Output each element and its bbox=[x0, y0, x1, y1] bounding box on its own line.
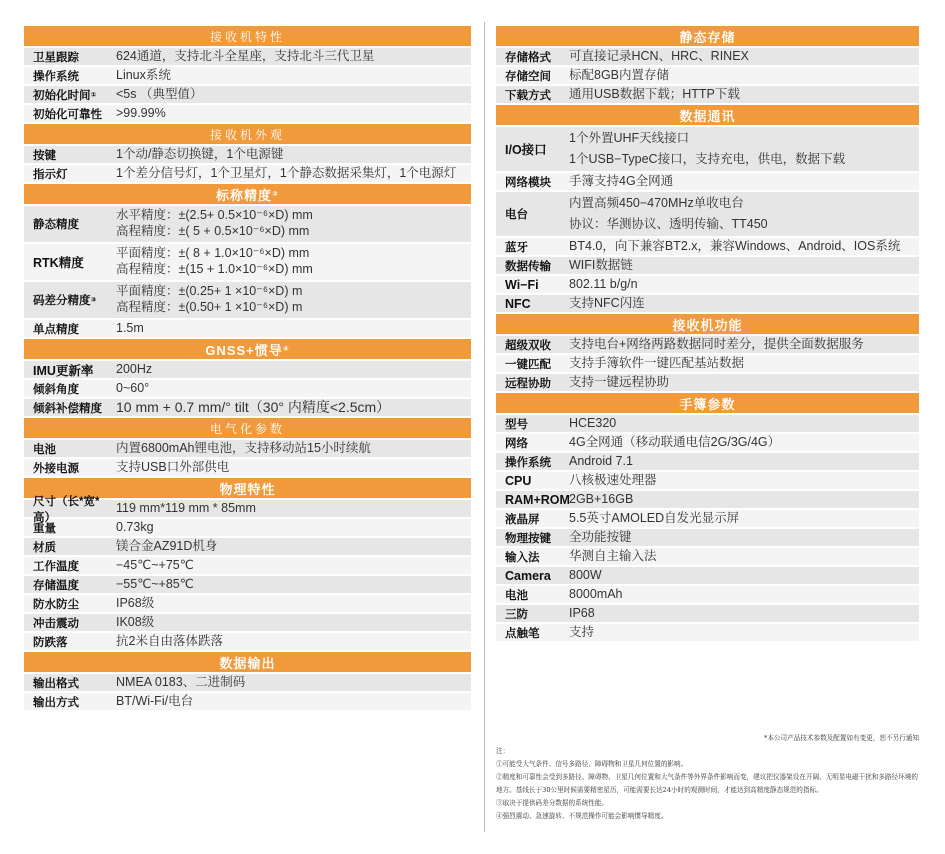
spec-label-text: 冲击震动 bbox=[33, 617, 79, 630]
spec-value-line: 5.5英寸AMOLED自发光显示屏 bbox=[569, 510, 740, 525]
spec-value bbox=[569, 453, 919, 470]
section-header bbox=[496, 393, 919, 415]
spec-row bbox=[24, 459, 471, 478]
spec-label-text: 网络 bbox=[505, 437, 528, 450]
spec-value-line: Android 7.1 bbox=[569, 453, 633, 468]
spec-label-text: 防跌落 bbox=[33, 636, 68, 649]
spec-row bbox=[496, 276, 919, 295]
spec-label-text: 初始化可靠性 bbox=[33, 108, 102, 121]
spec-label-text: IMU更新率 bbox=[33, 363, 94, 378]
spec-value-line: 手簿支持4G全网通 bbox=[569, 173, 674, 188]
spec-label-text: 电池 bbox=[33, 443, 56, 456]
spec-value-line: 1个动/静态切换键，1个电源键 bbox=[116, 146, 284, 161]
spec-label bbox=[496, 548, 569, 565]
section-title: GNSS+惯导 bbox=[205, 342, 283, 358]
spec-row bbox=[24, 693, 471, 712]
section-header bbox=[496, 105, 919, 127]
spec-value-line: 八核极速处理器 bbox=[569, 472, 657, 487]
spec-value bbox=[569, 67, 919, 84]
spec-value bbox=[569, 276, 919, 293]
spec-row bbox=[496, 434, 919, 453]
spec-label-text: 一键匹配 bbox=[505, 358, 551, 371]
spec-value bbox=[569, 336, 919, 353]
section-header bbox=[24, 339, 471, 361]
spec-label bbox=[24, 165, 116, 182]
spec-value bbox=[569, 529, 919, 546]
spec-label-text: 存储空间 bbox=[505, 70, 551, 83]
spec-value-line: 1个差分信号灯，1个卫星灯，1个静态数据采集灯，1个电源灯 bbox=[116, 165, 457, 180]
spec-row bbox=[496, 48, 919, 67]
spec-label bbox=[496, 624, 569, 641]
section-header bbox=[24, 652, 471, 674]
spec-row bbox=[496, 86, 919, 105]
footnote-marker: ④ bbox=[282, 346, 290, 353]
spec-value-line: 1个外置UHF天线接口 bbox=[569, 130, 690, 145]
spec-label bbox=[496, 453, 569, 470]
spec-value bbox=[569, 567, 919, 584]
spec-label-text: 指示灯 bbox=[33, 168, 68, 181]
spec-row bbox=[496, 127, 919, 173]
spec-label bbox=[24, 538, 116, 555]
spec-row bbox=[24, 105, 471, 124]
spec-label-text: 码差分精度 bbox=[33, 295, 91, 307]
spec-value bbox=[569, 295, 919, 312]
spec-label bbox=[24, 693, 116, 710]
spec-label-text: 材质 bbox=[33, 541, 56, 554]
spec-value-line: 内置6800mAh锂电池，支持移动站15小时续航 bbox=[116, 440, 371, 455]
spec-label-text: 倾斜角度 bbox=[33, 383, 79, 396]
spec-value bbox=[116, 361, 471, 378]
spec-label-text: 静态精度 bbox=[33, 219, 79, 231]
spec-row bbox=[496, 295, 919, 314]
spec-row bbox=[24, 146, 471, 165]
spec-value bbox=[569, 548, 919, 565]
spec-label bbox=[496, 257, 569, 274]
spec-value-line: −45℃~+75℃ bbox=[116, 557, 194, 572]
spec-label bbox=[24, 399, 116, 416]
spec-row bbox=[24, 595, 471, 614]
section-title: 数据通讯 bbox=[679, 108, 736, 124]
note-1: ①可能受大气条件、信号多路径、障碍物和卫星几何位置的影响。 bbox=[496, 760, 688, 768]
spec-value bbox=[569, 510, 919, 527]
spec-row bbox=[496, 529, 919, 548]
spec-value bbox=[116, 206, 471, 242]
spec-label bbox=[24, 48, 116, 65]
spec-row bbox=[496, 374, 919, 393]
spec-value-line: 800W bbox=[569, 567, 602, 582]
spec-value bbox=[569, 415, 919, 432]
column-divider bbox=[484, 22, 485, 832]
spec-value-line: 标配8GB内置存储 bbox=[569, 67, 670, 82]
spec-value bbox=[116, 674, 471, 691]
spec-value-line: 10 mm + 0.7 mm/° tilt（30° 内精度<2.5cm） bbox=[116, 398, 391, 415]
spec-label bbox=[496, 67, 569, 84]
spec-row bbox=[496, 548, 919, 567]
spec-value-line: 协议：华测协议、透明传输、TT450 bbox=[569, 217, 768, 231]
spec-value-line: NMEA 0183、二进制码 bbox=[116, 674, 246, 689]
spec-row bbox=[496, 238, 919, 257]
spec-label-text: 超级双收 bbox=[505, 339, 551, 352]
note-2: ②精度和可靠性会受到多路径、障碍物、卫星几何位置和大气条件等外界条件影响而变，建议把仪器架设在开阔、无明显电磁干扰和多路径环境的地方。基线长于30公里时候需要精密星历，可能需要长达24小时的观测时间，才能达到高精度静态规范的指标。 bbox=[496, 773, 918, 794]
spec-label bbox=[24, 244, 116, 280]
spec-label-text: 远程协助 bbox=[505, 377, 551, 390]
spec-label bbox=[496, 586, 569, 603]
spec-row bbox=[496, 472, 919, 491]
spec-value bbox=[116, 282, 471, 318]
spec-label-text: 按键 bbox=[33, 149, 56, 162]
spec-row bbox=[24, 282, 471, 320]
spec-row bbox=[24, 361, 471, 380]
spec-label-text: 蓝牙 bbox=[505, 241, 528, 254]
spec-value-line: WIFI数据链 bbox=[569, 257, 633, 272]
spec-label-text: 型号 bbox=[505, 418, 528, 431]
spec-label bbox=[24, 557, 116, 574]
section-header bbox=[496, 314, 919, 336]
spec-value bbox=[569, 491, 919, 508]
spec-value bbox=[116, 538, 471, 555]
spec-value-line: >99.99% bbox=[116, 105, 166, 120]
spec-label bbox=[496, 374, 569, 391]
spec-label bbox=[496, 355, 569, 372]
spec-label bbox=[496, 529, 569, 546]
spec-value bbox=[116, 105, 471, 122]
spec-value-line: BT4.0，向下兼容BT2.x，兼容Windows、Android、IOS系统 bbox=[569, 238, 901, 253]
spec-value-line: 平面精度：±( 8 + 1.0×10⁻⁶×D) mm bbox=[116, 246, 310, 261]
spec-value bbox=[116, 595, 471, 612]
spec-label bbox=[496, 276, 569, 293]
spec-label bbox=[24, 105, 116, 122]
spec-row bbox=[24, 576, 471, 595]
spec-label bbox=[24, 440, 116, 457]
spec-value-line: 802.11 b/g/n bbox=[569, 276, 638, 291]
spec-label bbox=[24, 146, 116, 163]
spec-row bbox=[24, 495, 471, 524]
spec-value bbox=[116, 244, 471, 280]
spec-row bbox=[496, 192, 919, 238]
spec-label-text: RAM+ROM bbox=[505, 492, 570, 507]
spec-row bbox=[24, 86, 471, 105]
spec-value bbox=[569, 192, 919, 236]
spec-value bbox=[116, 440, 471, 457]
spec-label-text: 物理按键 bbox=[505, 532, 551, 545]
spec-label bbox=[24, 206, 116, 242]
spec-label-text: I/O接口 bbox=[505, 143, 547, 157]
spec-row bbox=[496, 67, 919, 86]
spec-value-line: <5s （典型值） bbox=[116, 86, 203, 101]
left-spec-column bbox=[24, 26, 471, 712]
spec-label-text: 电台 bbox=[505, 209, 528, 221]
spec-value bbox=[116, 67, 471, 84]
spec-row bbox=[24, 399, 471, 418]
spec-value-line: 水平精度：±(2.5+ 0.5×10⁻⁶×D) mm bbox=[116, 208, 313, 223]
spec-label bbox=[24, 519, 116, 536]
spec-row bbox=[24, 633, 471, 652]
spec-value-line: 支持NFC闪连 bbox=[569, 295, 645, 310]
spec-label bbox=[496, 238, 569, 255]
spec-label bbox=[496, 510, 569, 527]
spec-row bbox=[24, 165, 471, 184]
spec-value-line: BT/Wi-Fi/电台 bbox=[116, 693, 194, 708]
spec-label-text: 工作温度 bbox=[33, 560, 79, 573]
spec-label bbox=[496, 605, 569, 622]
section-title: 接收机功能 bbox=[672, 317, 743, 333]
spec-value bbox=[569, 257, 919, 274]
spec-value bbox=[116, 380, 471, 397]
spec-value bbox=[116, 320, 471, 337]
spec-label bbox=[24, 595, 116, 612]
spec-label bbox=[496, 192, 569, 236]
spec-value bbox=[116, 165, 471, 182]
section-header bbox=[24, 418, 471, 440]
spec-row bbox=[24, 380, 471, 399]
spec-label-text: 数据传输 bbox=[505, 260, 551, 273]
spec-value bbox=[116, 48, 471, 65]
spec-value-line: 4G全网通（移动联通电信2G/3G/4G） bbox=[569, 434, 781, 449]
spec-row bbox=[24, 614, 471, 633]
spec-label bbox=[24, 282, 116, 318]
spec-value-line: 通用USB数据下载；HTTP下载 bbox=[569, 86, 740, 101]
spec-label-text: 存储格式 bbox=[505, 51, 551, 64]
spec-value bbox=[116, 146, 471, 163]
spec-label bbox=[24, 86, 116, 103]
spec-value-line: 高程精度：±( 5 + 0.5×10⁻⁶×D) mm bbox=[116, 224, 310, 238]
spec-value-line: 内置高频450−470MHz单收电台 bbox=[569, 195, 744, 210]
spec-label-text: 电池 bbox=[505, 589, 528, 602]
spec-label-text: 输入法 bbox=[505, 551, 540, 564]
spec-value-line: 镁合金AZ91D机身 bbox=[116, 538, 218, 553]
spec-row bbox=[24, 519, 471, 538]
spec-value bbox=[116, 576, 471, 593]
section-title: 电气化参数 bbox=[209, 421, 285, 436]
spec-label bbox=[24, 674, 116, 691]
spec-label-text: 倾斜补偿精度 bbox=[33, 402, 102, 415]
spec-row bbox=[496, 453, 919, 472]
spec-value bbox=[569, 173, 919, 190]
spec-value-line: 支持手簿软件一键匹配基站数据 bbox=[569, 355, 745, 370]
section-header bbox=[496, 26, 919, 48]
spec-label-text: 操作系统 bbox=[505, 456, 551, 469]
section-title: 手簿参数 bbox=[679, 396, 736, 412]
spec-label bbox=[24, 459, 116, 476]
spec-row bbox=[24, 674, 471, 693]
spec-label bbox=[496, 415, 569, 432]
spec-label bbox=[496, 295, 569, 312]
spec-label bbox=[24, 614, 116, 631]
spec-label-text: 尺寸（长*宽*高） bbox=[33, 495, 100, 524]
section-title: 接收机外观 bbox=[209, 127, 285, 142]
spec-label-text: 下载方式 bbox=[505, 89, 551, 102]
spec-value bbox=[116, 399, 471, 416]
spec-value-line: 1个USB−TypeC接口，支持充电，供电，数据下载 bbox=[569, 152, 846, 166]
spec-value-line: IP68 bbox=[569, 605, 595, 620]
section-header bbox=[24, 124, 471, 146]
note-3: ③取决于提供码差分数据的系统性能。 bbox=[496, 799, 609, 807]
spec-row bbox=[496, 586, 919, 605]
spec-label-text: 输出方式 bbox=[33, 696, 79, 709]
spec-label bbox=[24, 67, 116, 84]
spec-value-line: 0.73kg bbox=[116, 519, 154, 534]
section-title: 接收机特性 bbox=[209, 29, 285, 44]
spec-label-text: 网络模块 bbox=[505, 176, 551, 189]
spec-row bbox=[496, 567, 919, 586]
spec-value-line: 华测自主输入法 bbox=[569, 548, 657, 563]
spec-label-text: 操作系统 bbox=[33, 70, 79, 83]
spec-label bbox=[24, 380, 116, 397]
spec-label-text: 存储温度 bbox=[33, 579, 79, 592]
spec-value bbox=[569, 605, 919, 622]
spec-value-line: 624通道，支持北斗全星座，支持北斗三代卫星 bbox=[116, 48, 375, 63]
spec-value-line: 支持一键远程协助 bbox=[569, 374, 670, 389]
spec-value bbox=[569, 86, 919, 103]
spec-row bbox=[496, 257, 919, 276]
spec-value-line: IK08级 bbox=[116, 614, 155, 629]
spec-row bbox=[496, 355, 919, 374]
spec-value bbox=[569, 472, 919, 489]
section-title: 数据输出 bbox=[219, 655, 276, 671]
section-header bbox=[24, 26, 471, 48]
spec-row bbox=[24, 538, 471, 557]
spec-row bbox=[24, 206, 471, 244]
spec-value-line: 支持电台+网络两路数据同时差分，提供全面数据服务 bbox=[569, 336, 864, 351]
spec-label-text: 单点精度 bbox=[33, 323, 79, 336]
spec-value-line: 支持USB口外部供电 bbox=[116, 459, 230, 474]
spec-label bbox=[24, 495, 116, 524]
spec-value-line: 抗2米自由落体跌落 bbox=[116, 633, 223, 648]
spec-value bbox=[116, 633, 471, 650]
spec-value-line: 全功能按键 bbox=[569, 529, 632, 544]
spec-value bbox=[116, 614, 471, 631]
spec-label-text: 卫星跟踪 bbox=[33, 51, 79, 64]
spec-value-line: 可直接记录HCN、HRC、RINEX bbox=[569, 48, 749, 63]
spec-value bbox=[116, 459, 471, 476]
spec-row bbox=[496, 491, 919, 510]
footnote-marker: ② bbox=[272, 191, 279, 198]
spec-label bbox=[496, 336, 569, 353]
note-4: ④强烈震动、急速旋转、不规范操作可能会影响惯导精度。 bbox=[496, 812, 668, 820]
spec-value bbox=[569, 624, 919, 641]
spec-label-text: 液晶屏 bbox=[505, 513, 540, 526]
spec-row bbox=[496, 510, 919, 529]
spec-value bbox=[116, 693, 471, 710]
section-header bbox=[24, 184, 471, 206]
spec-value-line: 8000mAh bbox=[569, 586, 623, 601]
spec-value bbox=[569, 374, 919, 391]
spec-label-text: CPU bbox=[505, 473, 532, 488]
spec-row bbox=[496, 173, 919, 192]
spec-label-text: 外接电源 bbox=[33, 462, 79, 475]
spec-value bbox=[569, 48, 919, 65]
spec-value bbox=[569, 355, 919, 372]
spec-label-text: 防水防尘 bbox=[33, 598, 79, 611]
spec-row bbox=[496, 624, 919, 643]
spec-value-line: IP68级 bbox=[116, 595, 155, 610]
footnote-marker: ① bbox=[90, 91, 97, 99]
spec-value-line: 高程精度：±(0.50+ 1 ×10⁻⁶×D) m bbox=[116, 300, 303, 314]
spec-label-text: 重量 bbox=[33, 522, 56, 535]
spec-row bbox=[496, 336, 919, 355]
spec-label-text: NFC bbox=[505, 296, 531, 311]
spec-row bbox=[496, 605, 919, 624]
spec-value bbox=[116, 557, 471, 574]
right-spec-column bbox=[496, 26, 919, 643]
spec-label bbox=[496, 434, 569, 451]
spec-value-line: −55℃~+85℃ bbox=[116, 576, 194, 591]
spec-value bbox=[116, 519, 471, 536]
section-title: 静态存储 bbox=[679, 29, 736, 45]
spec-value bbox=[116, 500, 471, 517]
spec-value-line: 2GB+16GB bbox=[569, 491, 634, 506]
spec-value-line: 119 mm*119 mm * 85mm bbox=[116, 500, 256, 515]
spec-label bbox=[24, 361, 116, 378]
footnote-marker: ③ bbox=[90, 297, 97, 304]
spec-value-line: 1.5m bbox=[116, 320, 144, 335]
spec-label-text: Wi−Fi bbox=[505, 277, 539, 292]
spec-value bbox=[569, 586, 919, 603]
spec-label bbox=[496, 491, 569, 508]
spec-row bbox=[24, 320, 471, 339]
spec-row bbox=[24, 557, 471, 576]
spec-label bbox=[496, 86, 569, 103]
spec-label bbox=[496, 173, 569, 190]
spec-row bbox=[24, 440, 471, 459]
spec-value-line: 高程精度：±(15 + 1.0×10⁻⁶×D) mm bbox=[116, 262, 313, 276]
spec-label-text: 三防 bbox=[505, 608, 528, 621]
spec-label bbox=[24, 633, 116, 650]
spec-label-text: RTK精度 bbox=[33, 256, 84, 270]
section-title: 标称精度 bbox=[216, 187, 273, 203]
section-title: 物理特性 bbox=[219, 481, 276, 497]
footnotes bbox=[496, 732, 919, 823]
spec-value-line: 支持 bbox=[569, 624, 595, 639]
spec-label bbox=[496, 472, 569, 489]
spec-value bbox=[116, 86, 471, 103]
spec-value-line: 200Hz bbox=[116, 361, 153, 376]
disclaimer-text: *本公司产品技术参数及配置如有变更，恕不另行通知 bbox=[764, 734, 919, 742]
spec-row bbox=[496, 415, 919, 434]
spec-row bbox=[24, 67, 471, 86]
spec-label bbox=[496, 567, 569, 584]
spec-label-text: 初始化时间 bbox=[33, 89, 91, 102]
spec-row bbox=[24, 244, 471, 282]
spec-value bbox=[569, 434, 919, 451]
spec-label-text: Camera bbox=[505, 568, 551, 583]
spec-value-line: 平面精度：±(0.25+ 1 ×10⁻⁶×D) m bbox=[116, 284, 303, 299]
spec-label-text: 输出格式 bbox=[33, 677, 79, 690]
spec-value bbox=[569, 238, 919, 255]
spec-value-line: HCE320 bbox=[569, 415, 617, 430]
spec-label-text: 点触笔 bbox=[505, 627, 540, 640]
spec-label bbox=[24, 576, 116, 593]
spec-label bbox=[496, 48, 569, 65]
spec-label bbox=[496, 127, 569, 171]
notes-title: 注： bbox=[496, 747, 510, 755]
spec-value-line: 0~60° bbox=[116, 380, 150, 395]
spec-value-line: Linux系统 bbox=[116, 67, 171, 82]
spec-label bbox=[24, 320, 116, 337]
spec-row bbox=[24, 48, 471, 67]
spec-value bbox=[569, 127, 919, 171]
